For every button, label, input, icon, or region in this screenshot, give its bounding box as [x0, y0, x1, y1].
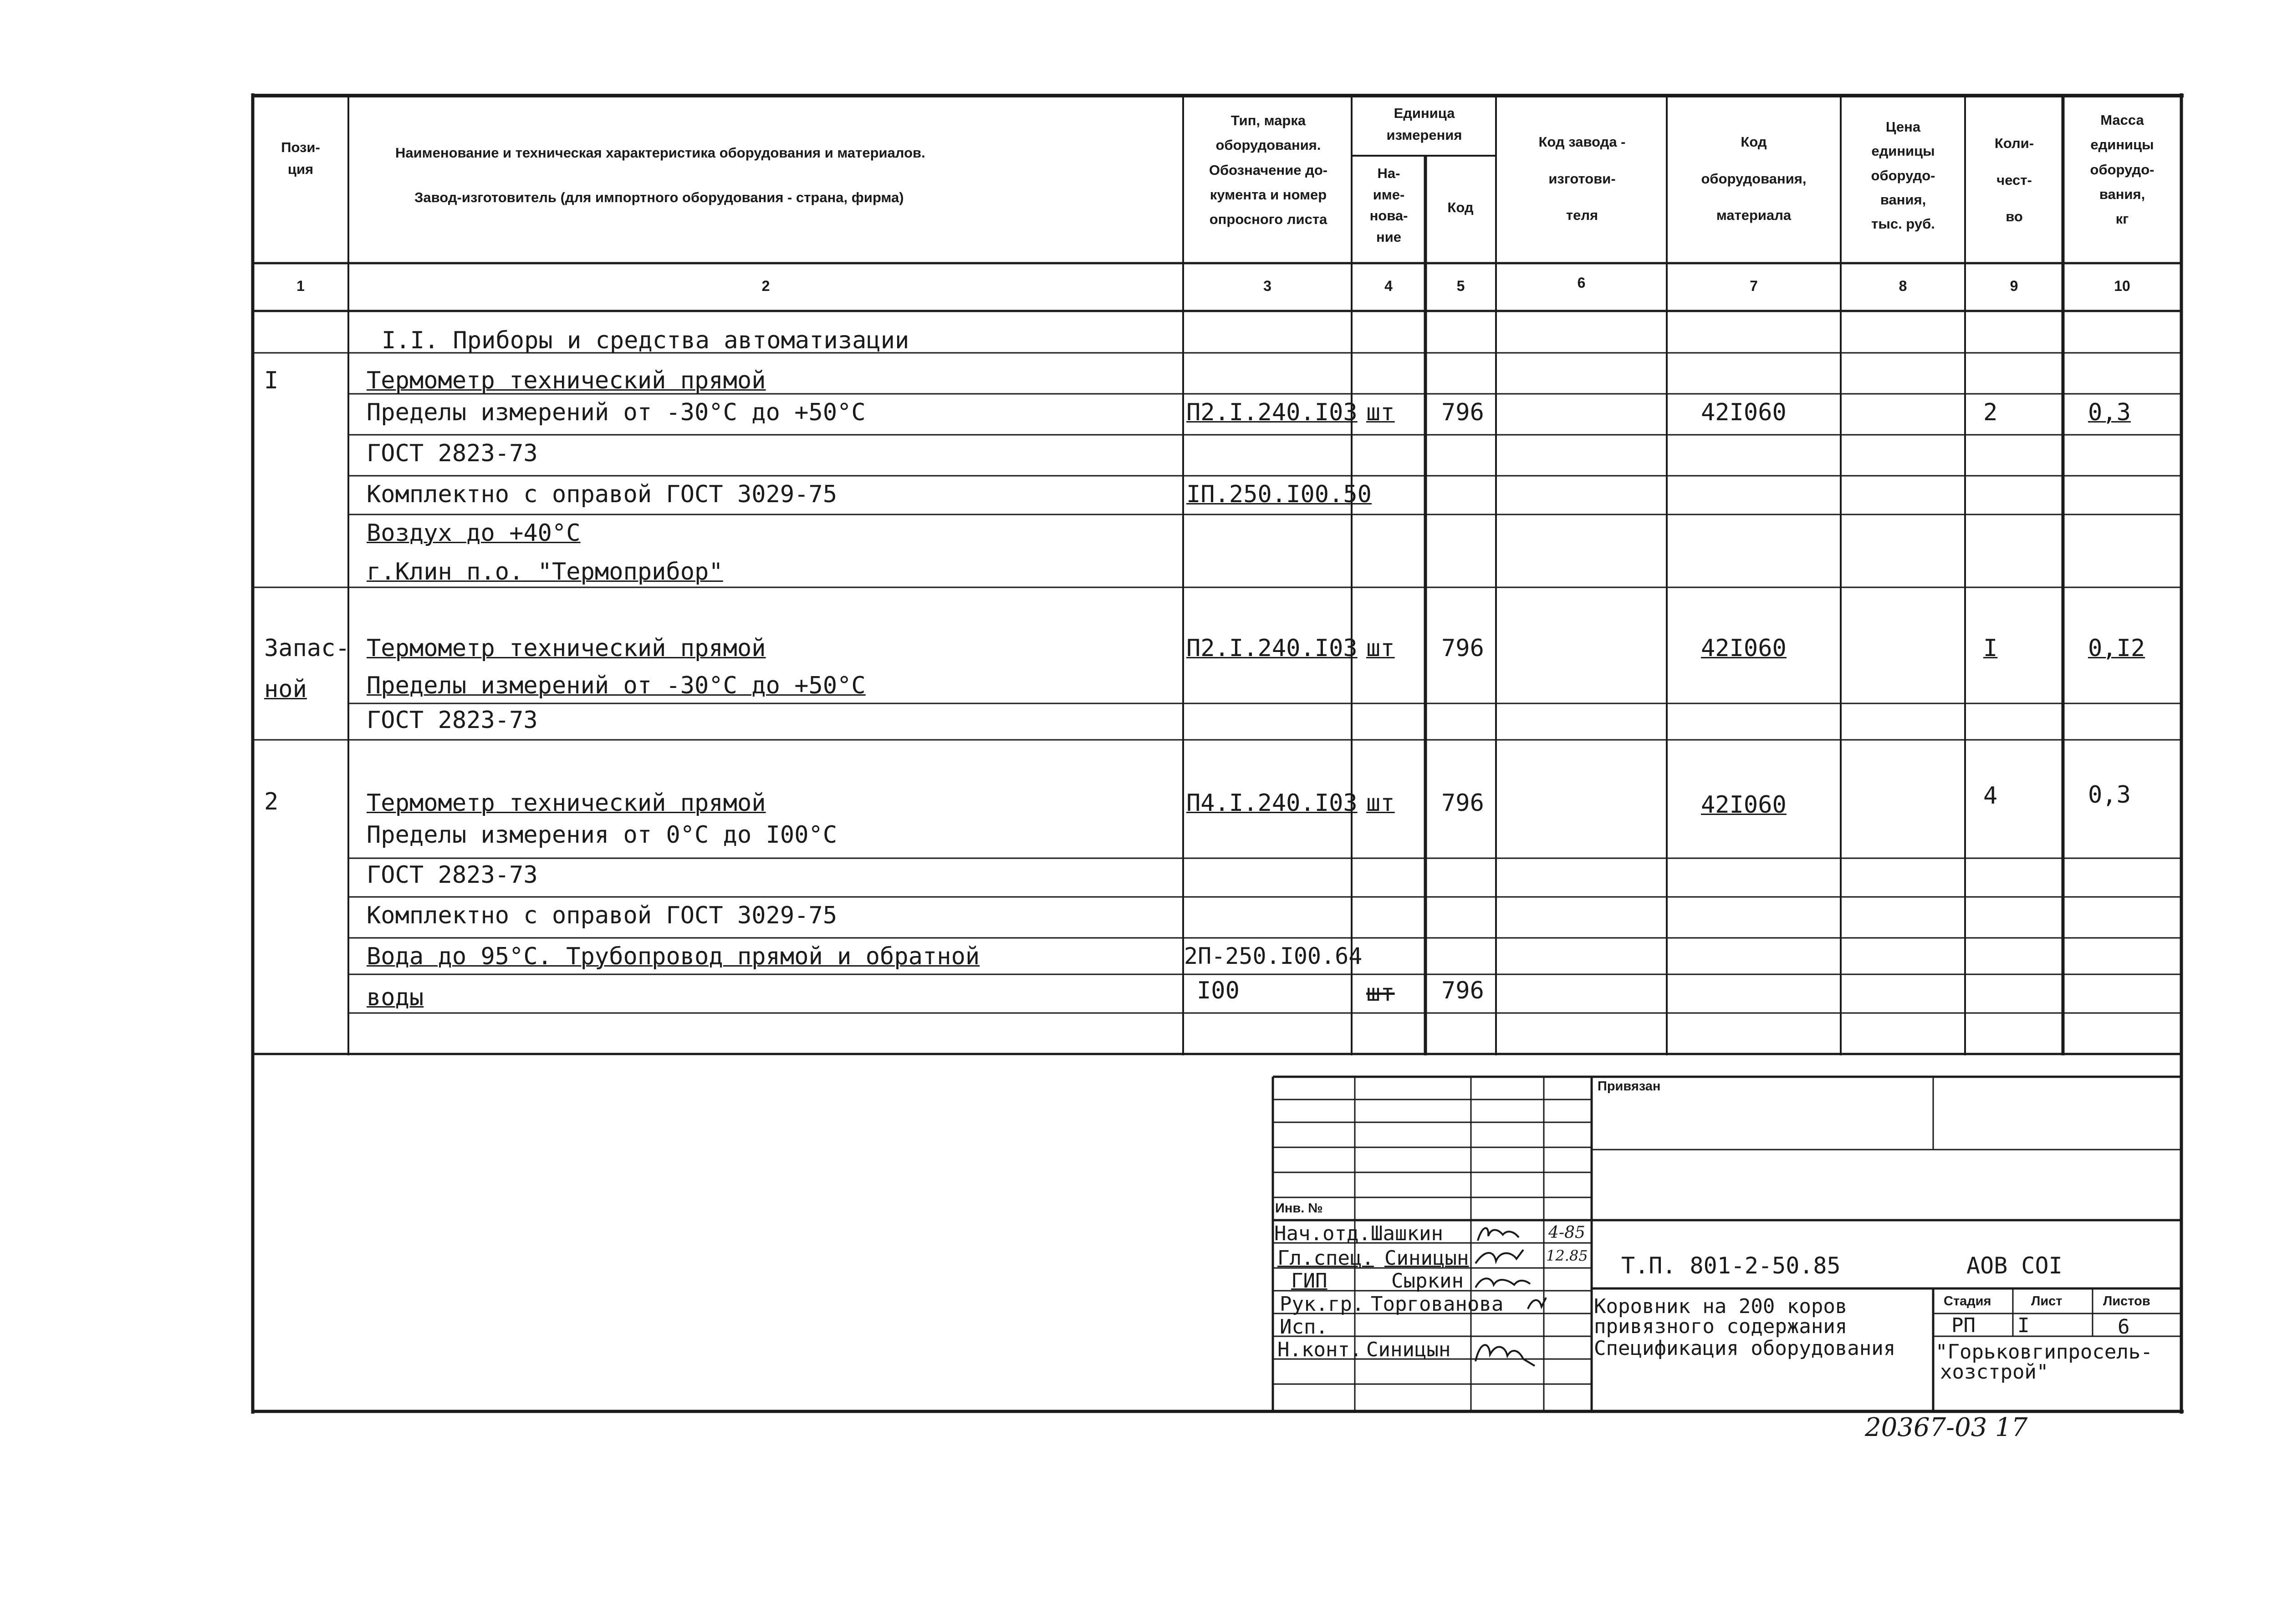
row-position: Запас-	[264, 635, 350, 662]
staff-role: Гл.спец.	[1277, 1247, 1374, 1270]
row-name: Пределы измерений от -30°С до +50°С	[367, 399, 866, 426]
row-quantity: 2	[1983, 399, 1998, 426]
column-number: 2	[761, 278, 770, 294]
row-mass: 0,3	[2088, 781, 2131, 809]
sheets-value: 6	[2118, 1315, 2130, 1339]
sheet-value: I	[2017, 1314, 2030, 1337]
description-line: Спецификация оборудования	[1594, 1337, 1896, 1360]
staff-name: Шашкин	[1371, 1222, 1443, 1245]
row-position: I	[264, 367, 279, 394]
stage-value: РП	[1951, 1314, 1976, 1337]
sheets-label: Листов	[2103, 1294, 2150, 1308]
staff-role: Рук.гр.	[1280, 1293, 1364, 1316]
header-name-line2: Завод-изготовитель (для импортного оборудования - страна, фирма)	[414, 189, 904, 205]
row-equipment-code: 42I060	[1701, 399, 1787, 426]
row-unit: шт	[1366, 789, 1395, 817]
staff-date: 4-85	[1548, 1223, 1585, 1242]
row-name: Комплектно с оправой ГОСТ 3029-75	[367, 481, 837, 508]
column-number: 4	[1384, 278, 1393, 294]
privyazan-label: Привязан	[1598, 1079, 1661, 1094]
row-name: Термометр технический прямой	[367, 789, 766, 817]
staff-role: Н.конт.	[1277, 1338, 1362, 1361]
column-number: 3	[1263, 278, 1271, 294]
description-line: привязного содержания	[1594, 1315, 1848, 1338]
column-number: 7	[1750, 278, 1758, 294]
header-type: Тип, марка оборудования. Обозначение до- кумента и номер опросного листа	[1209, 112, 1328, 227]
header-quantity: Коли- чест- во	[1994, 135, 2034, 225]
staff-name: Торгованова	[1371, 1293, 1504, 1316]
description-line: Коровник на 200 коров	[1594, 1295, 1848, 1318]
row-name: Комплектно с оправой ГОСТ 3029-75	[367, 902, 837, 929]
organization-line: "Горьковгипросель-	[1935, 1340, 2153, 1364]
row-name: ГОСТ 2823-73	[367, 861, 538, 889]
row-quantity: I	[1983, 635, 1998, 662]
project-code: Т.П. 801-2-50.85	[1621, 1252, 1841, 1279]
row-name: ГОСТ 2823-73	[367, 440, 538, 467]
row-name: Воздух до +40°С	[367, 519, 581, 547]
staff-date: 12.85	[1546, 1247, 1588, 1264]
sheet-label: Лист	[2031, 1294, 2063, 1308]
staff-role: Нач.отд.	[1274, 1222, 1371, 1245]
column-number: 5	[1456, 278, 1465, 294]
row-type: 2П-250.I00.64	[1184, 943, 1363, 969]
row-name: г.Клин п.о. "Термоприбор"	[367, 558, 723, 585]
row-unit-code: 796	[1441, 789, 1484, 817]
header-equipment-code: Код оборудования, материала	[1701, 134, 1807, 224]
row-name: воды	[367, 984, 424, 1011]
header-unit-name: На- име- нова- ние	[1369, 165, 1408, 245]
stage-label: Стадия	[1944, 1294, 1991, 1308]
row-equipment-code: 42I060	[1701, 791, 1787, 819]
row-type: I00	[1197, 977, 1240, 1004]
staff-role: Исп.	[1280, 1315, 1328, 1339]
header-name-line1: Наименование и техническая характеристика оборудования и материалов.	[395, 145, 925, 161]
header-mass: Масса единицы оборудо- вания, кг	[2090, 112, 2154, 227]
header-unit-code: Код	[1447, 199, 1474, 215]
column-number: 8	[1899, 278, 1907, 294]
row-name: Термометр технический прямой	[367, 367, 766, 394]
row-type: П4.I.240.I03	[1186, 789, 1358, 817]
row-quantity: 4	[1983, 782, 1998, 809]
row-position: 2	[264, 788, 279, 815]
section-title: I.I. Приборы и средства автоматизации	[382, 327, 909, 354]
row-unit: шт	[1366, 399, 1395, 426]
header-unit-group: Единица измерения	[1386, 105, 1462, 143]
header-plant-code: Код завода - изготови- теля	[1538, 134, 1626, 224]
column-number: 9	[2010, 278, 2018, 294]
row-unit-code: 796	[1441, 977, 1484, 1004]
document-code: АОВ СОI	[1966, 1252, 2063, 1279]
row-name: Пределы измерения от 0°С до I00°С	[367, 821, 837, 849]
row-position: ной	[264, 676, 307, 703]
header-price: Цена единицы оборудо- вания, тыс. руб.	[1871, 119, 1935, 232]
staff-name: Синицын	[1384, 1247, 1469, 1270]
row-type: П2.I.240.I03	[1186, 399, 1358, 426]
column-number: 1	[296, 278, 305, 294]
staff-role: ГИП	[1291, 1269, 1327, 1293]
row-type: П2.I.240.I03	[1186, 635, 1358, 662]
row-mass: 0,I2	[2088, 635, 2145, 662]
column-number: 6	[1577, 275, 1586, 291]
header-position: Пози- ция	[281, 139, 320, 178]
inventory-number-label: Инв. №	[1275, 1201, 1323, 1216]
row-name: Пределы измерений от -30°С до +50°С	[367, 672, 866, 699]
row-name: Термометр технический прямой	[367, 635, 766, 662]
row-unit: шт	[1366, 979, 1395, 1007]
column-number: 10	[2114, 278, 2130, 294]
row-unit-code: 796	[1441, 635, 1484, 662]
row-mass: 0,3	[2088, 399, 2131, 426]
row-name: Вода до 95°С. Трубопровод прямой и обратной	[367, 943, 980, 970]
row-name: ГОСТ 2823-73	[367, 707, 538, 734]
staff-name: Синицын	[1366, 1338, 1451, 1361]
staff-name: Сыркин	[1391, 1269, 1464, 1293]
archive-number: 20367-03 17	[1865, 1413, 2028, 1442]
row-unit: шт	[1366, 635, 1395, 662]
row-unit-code: 796	[1441, 399, 1484, 426]
row-equipment-code: 42I060	[1701, 635, 1787, 662]
organization-line: хозстрой"	[1940, 1360, 2049, 1384]
row-type: IП.250.I00.50	[1186, 481, 1372, 508]
